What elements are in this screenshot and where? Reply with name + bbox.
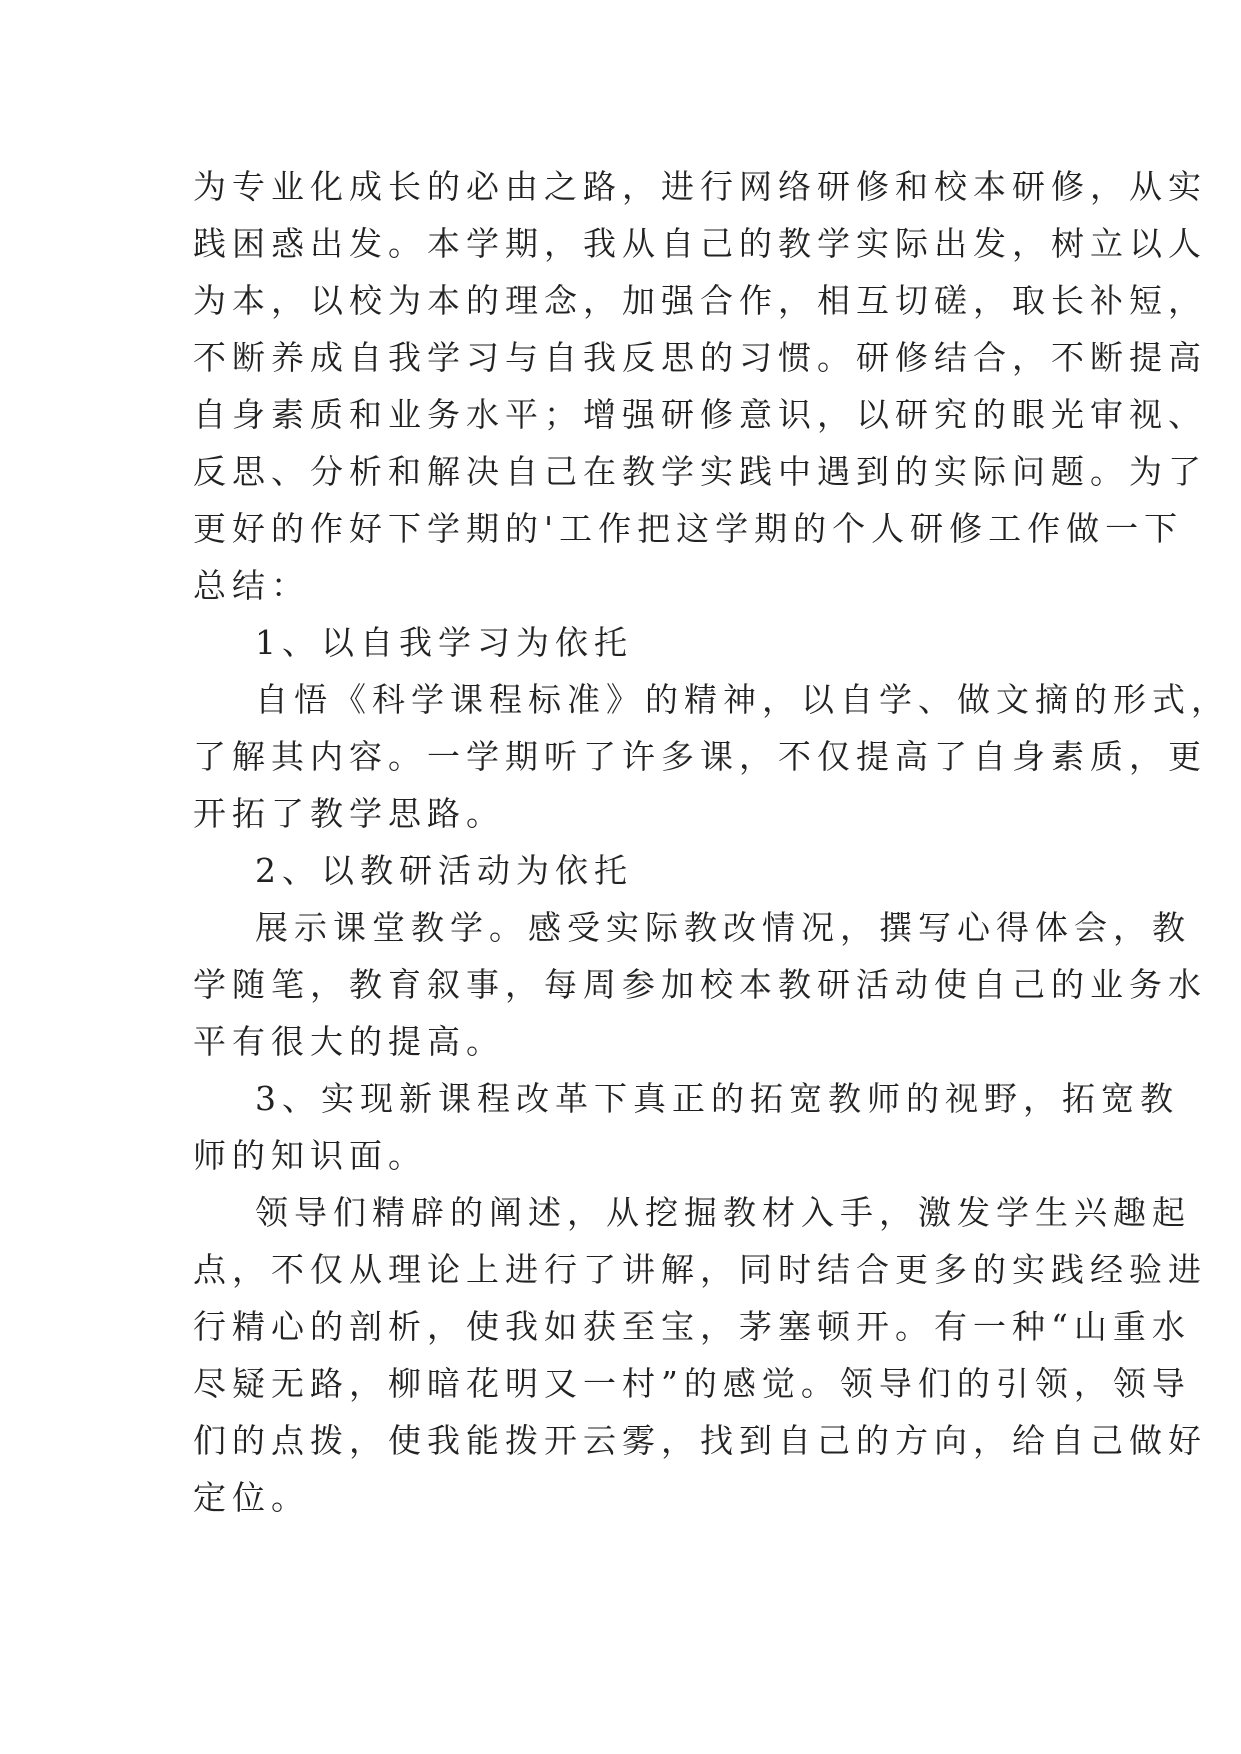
text-line: 学随笔，教育叙事，每周参加校本教研活动使自己的业务水 xyxy=(193,965,1207,1004)
text-line: 总结： xyxy=(193,566,310,605)
section-heading-3: 3、实现新课程改革下真正的拓宽教师的视野，拓宽教 xyxy=(255,1079,1179,1118)
text-line: 了解其内容。一学期听了许多课，不仅提高了自身素质，更 xyxy=(193,737,1207,776)
text-line: 反思、分析和解决自己在教学实践中遇到的实际问题。为了 xyxy=(193,452,1207,491)
text-line: 行精心的剖析，使我如获至宝，茅塞顿开。有一种“山重水 xyxy=(193,1307,1191,1346)
text-line: 践困惑出发。本学期，我从自己的教学实际出发，树立以人 xyxy=(193,224,1207,263)
text-line: 师的知识面。 xyxy=(193,1136,427,1175)
text-line: 为本，以校为本的理念，加强合作，相互切磋，取长补短， xyxy=(193,281,1207,320)
text-line: 领导们精辟的阐述，从挖掘教材入手，激发学生兴趣起 xyxy=(255,1193,1191,1232)
text-line: 为专业化成长的必由之路，进行网络研修和校本研修，从实 xyxy=(193,167,1207,206)
body-text xyxy=(193,158,1230,1526)
text-line: 更好的作好下学期的'工作把这学期的个人研修工作做一下 xyxy=(193,509,1184,548)
text-line: 平有很大的提高。 xyxy=(193,1022,505,1061)
text-line: 定位。 xyxy=(193,1478,310,1517)
text-line: 自悟《科学课程标准》的精神，以自学、做文摘的形式， xyxy=(255,680,1230,719)
text-line: 点，不仅从理论上进行了讲解，同时结合更多的实践经验进 xyxy=(193,1250,1207,1289)
text-line: 展示课堂教学。感受实际教改情况，撰写心得体会，教 xyxy=(255,908,1191,947)
text-line: 自身素质和业务水平；增强研修意识，以研究的眼光审视、 xyxy=(193,395,1207,434)
text-line: 们的点拨，使我能拨开云雾，找到自己的方向，给自己做好 xyxy=(193,1421,1207,1460)
text-line: 不断养成自我学习与自我反思的习惯。研修结合，不断提高 xyxy=(193,338,1207,377)
text-line: 尽疑无路，柳暗花明又一村”的感觉。领导们的引领，领导 xyxy=(193,1364,1191,1403)
text-line: 开拓了教学思路。 xyxy=(193,794,505,833)
section-heading-2: 2、以教研活动为依托 xyxy=(255,851,633,890)
section-heading-1: 1、以自我学习为依托 xyxy=(255,623,633,662)
